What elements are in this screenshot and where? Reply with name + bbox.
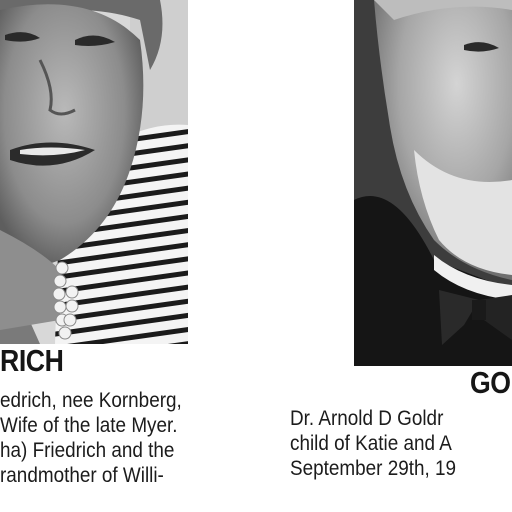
obituary-surname-right: GO <box>470 365 511 400</box>
obituary-text-right <box>290 406 456 481</box>
obituary-line: child of Katie and A <box>290 432 452 455</box>
obituary-line: randmother of Willi- <box>0 464 164 487</box>
obituary-line: Wife of the late Myer. <box>0 414 178 437</box>
obituary-text-left <box>0 388 182 488</box>
obituary-surname-left: RICH <box>0 343 64 378</box>
obituary-line: Dr. Arnold D Goldr <box>290 407 444 430</box>
obituary-line: ha) Friedrich and the <box>0 439 175 462</box>
obituary-line: edrich, nee Kornberg, <box>0 389 182 412</box>
obituary-line: September 29th, 19 <box>290 457 457 480</box>
portrait-photo-right <box>354 0 512 366</box>
portrait-photo-left <box>0 0 188 344</box>
